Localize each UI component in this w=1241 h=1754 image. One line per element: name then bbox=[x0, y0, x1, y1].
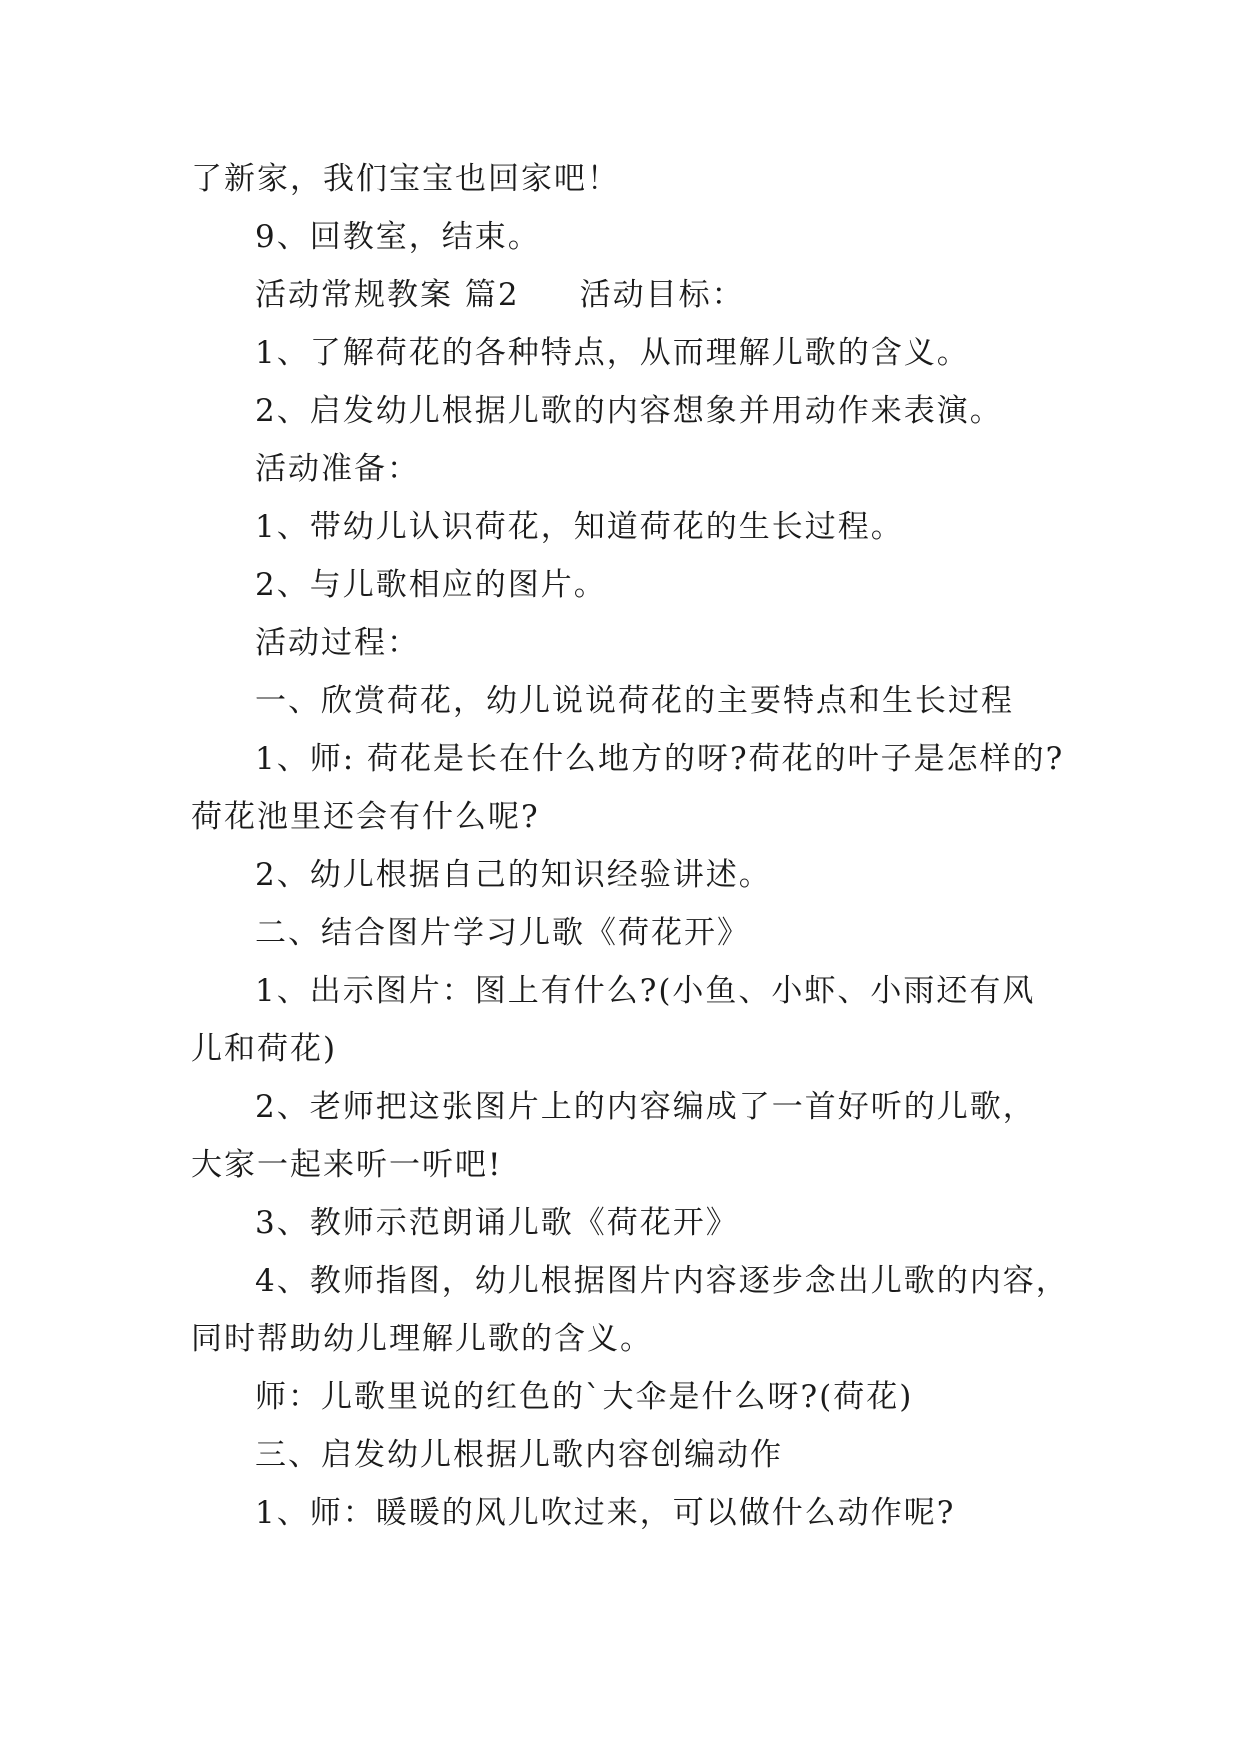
paragraph-line: 荷花池里还会有什么呢? bbox=[191, 799, 540, 835]
paragraph-line: 9、回教室，结束。 bbox=[255, 219, 541, 255]
paragraph-line: 1、了解荷花的各种特点，从而理解儿歌的含义。 bbox=[255, 335, 970, 371]
paragraph-line: 同时帮助幼儿理解儿歌的含义。 bbox=[191, 1321, 653, 1357]
paragraph-line: 一、欣赏荷花，幼儿说说荷花的主要特点和生长过程 bbox=[255, 683, 1014, 719]
paragraph-line: 师：儿歌里说的红色的`大伞是什么呀?(荷花) bbox=[255, 1379, 914, 1415]
paragraph-line: 3、教师示范朗诵儿歌《荷花开》 bbox=[255, 1205, 739, 1241]
paragraph-line: 大家一起来听一听吧! bbox=[191, 1147, 503, 1183]
paragraph-line: 1、师：暖暖的风儿吹过来，可以做什么动作呢? bbox=[255, 1495, 956, 1531]
paragraph-line: 1、带幼儿认识荷花，知道荷花的生长过程。 bbox=[255, 509, 904, 545]
paragraph-line: 儿和荷花) bbox=[191, 1031, 338, 1067]
paragraph-line: 1、师: 荷花是长在什么地方的呀?荷花的叶子是怎样的? bbox=[255, 741, 1065, 777]
paragraph-line: 活动准备： bbox=[255, 451, 420, 487]
section-heading-line bbox=[191, 266, 1071, 324]
paragraph-line: 2、老师把这张图片上的内容编成了一首好听的儿歌， bbox=[255, 1089, 1036, 1125]
paragraph-line: 了新家，我们宝宝也回家吧！ bbox=[191, 161, 620, 197]
paragraph-line: 4、教师指图，幼儿根据图片内容逐步念出儿歌的内容， bbox=[255, 1263, 1069, 1299]
paragraph-line: 1、出示图片：图上有什么?(小鱼、小虾、小雨还有风 bbox=[255, 973, 1036, 1009]
paragraph-line: 活动过程： bbox=[255, 625, 420, 661]
paragraph-line: 2、启发幼儿根据儿歌的内容想象并用动作来表演。 bbox=[255, 393, 1003, 429]
paragraph-line: 2、与儿歌相应的图片。 bbox=[255, 567, 607, 603]
document-body bbox=[191, 150, 1071, 1542]
section-heading: 活动常规教案 篇2 bbox=[255, 277, 520, 313]
section-subheading: 活动目标： bbox=[579, 277, 745, 313]
paragraph-line: 三、启发幼儿根据儿歌内容创编动作 bbox=[255, 1437, 783, 1473]
paragraph-line: 二、结合图片学习儿歌《荷花开》 bbox=[255, 915, 750, 951]
paragraph-line: 2、幼儿根据自己的知识经验讲述。 bbox=[255, 857, 772, 893]
